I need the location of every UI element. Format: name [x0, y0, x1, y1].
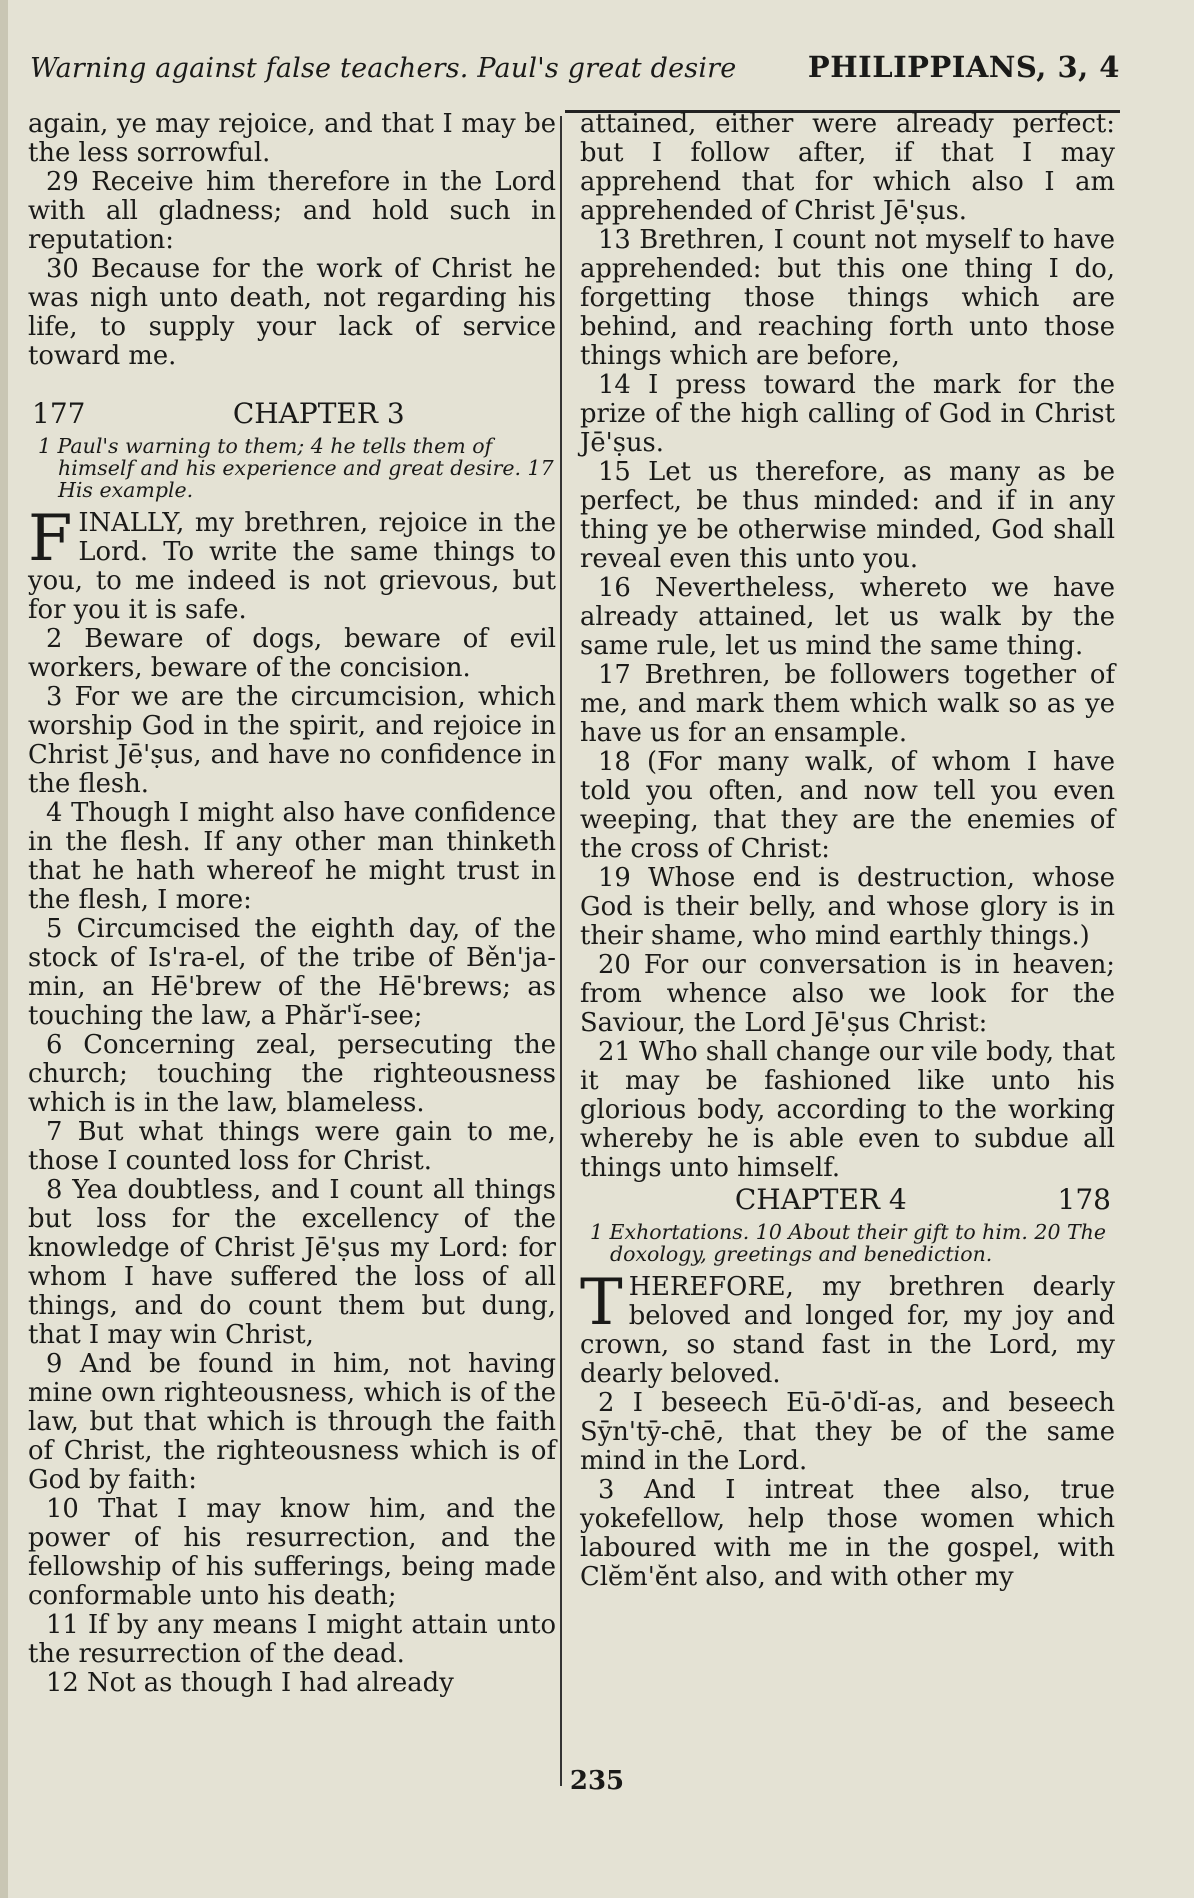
- chapter-4-title: CHAPTER 4: [734, 1183, 907, 1216]
- verse-19: 19 Whose end is destruction, whose God is their belly, and whose glory is in their shame, who mind earthly things.): [580, 863, 1115, 951]
- verse-4: 4 Though I might also have confidence in the flesh. If any other man thinketh that he hath whereof he might trust in the flesh, I more:: [28, 798, 556, 915]
- binding-edge: [0, 0, 8, 1898]
- column-divider: [560, 116, 562, 1786]
- verse-1-text: INALLY, my brethren, rejoice in the Lord. To write the same things to you, to me indeed is not grievous, but for you it is safe.: [28, 508, 556, 625]
- verse-12: 12 Not as though I had already: [46, 1668, 454, 1698]
- verse-14: 14 I press toward the mark for the prize of the high calling of God in Christ Jē'ṣus.: [580, 370, 1115, 458]
- verse-18: 18 (For many walk, of whom I have told you often, and now tell you even weeping, that they are the enemies of the cross of Christ:: [580, 747, 1115, 864]
- chapter-4-verse-2: 2 I beseech Eū-ō'dĭ-as, and beseech Sȳn'tȳ-chē, that they be of the same mind in the Lord.: [580, 1388, 1115, 1476]
- chapter-4-verse-3: 3 And I intreat thee also, true yokefellow, help those women which laboured with me in the gospel, with Clĕm'ĕnt also, and with other my: [580, 1475, 1115, 1592]
- verse-11: 11 If by any means I might attain unto the resurrection of the dead.: [28, 1610, 556, 1669]
- verse-2: 2 Beware of dogs, beware of evil workers, beware of the concision.: [28, 624, 556, 683]
- verse-20: 20 For our conversation is in heaven; from whence also we look for the Saviour, the Lord Jē'ṣus Christ:: [580, 950, 1115, 1038]
- chapter-3-summary: 1 Paul's warning to them; 4 he tells them of himself and his experience and great desire. 17 His example.: [38, 434, 554, 502]
- chapter-3-title: CHAPTER 3: [232, 397, 405, 430]
- verse-30: 30 Because for the work of Christ he was nigh unto death, not regarding his life, to supply your lack of service toward me.: [28, 254, 556, 371]
- chapter-4-summary: 1 Exhortations. 10 About their gift to him. 20 The doxology, greetings and benediction.: [590, 1220, 1107, 1266]
- verse-8: 8 Yea doubtless, and I count all things but loss for the excellency of the knowledge of Christ Jē'ṣus my Lord: for whom I have suffered the loss of all things, and do count them but dung, that I may win Christ,: [28, 1175, 556, 1350]
- header-topics: Warning against false teachers. Paul's great desire: [30, 53, 737, 84]
- right-column: [580, 110, 1115, 1592]
- verse-9: 9 And be found in him, not having mine own righteousness, which is of the law, but that which is through the faith of Christ, the righteousness which is of God by faith:: [28, 1349, 556, 1495]
- verse-continuation: again, ye may rejoice, and that I may be the less sorrowful.: [28, 109, 556, 168]
- verse-13: 13 Brethren, I count not myself to have apprehended: but this one thing I do, forgetting those things which are behind, and reaching forth unto those things which are before,: [580, 225, 1115, 371]
- drop-cap-f: F: [28, 502, 73, 576]
- verse-15: 15 Let us therefore, as many as be perfect, be thus minded: and if in any thing ye be otherwise minded, God shall reveal even this unto you.: [580, 457, 1115, 574]
- chapter-3-verse-1: [28, 502, 556, 625]
- chapter-4-verse-1-text: HEREFORE, my brethren dearly beloved and longed for, my joy and crown, so stand fast in the Lord, my dearly beloved.: [580, 1272, 1115, 1389]
- chapter-3-heading: [28, 397, 556, 431]
- running-header: [30, 50, 1120, 98]
- verse-7: 7 But what things were gain to me, those I counted loss for Christ.: [28, 1117, 556, 1176]
- chapter-4-number: 178: [1057, 1183, 1111, 1216]
- chapter-4-verse-1: [580, 1266, 1115, 1389]
- verse-17: 17 Brethren, be followers together of me, and mark them which walk so as ye have us for an ensample.: [580, 660, 1115, 748]
- verse-6: 6 Concerning zeal, persecuting the church; touching the righteousness which is in the law, blameless.: [28, 1030, 556, 1118]
- verse-3: 3 For we are the circumcision, which worship God in the spirit, and rejoice in Christ Jē'ṣus, and have no confidence in the flesh.: [28, 682, 556, 799]
- chapter-4-heading: [580, 1183, 1115, 1217]
- left-column: [28, 110, 556, 1698]
- header-book-chapter: PHILIPPIANS, 3, 4: [807, 50, 1120, 84]
- verse-12-continuation: attained, either were already perfect: but I follow after, if that I may apprehend that for which also I am apprehended of Christ Jē'ṣus.: [580, 109, 1115, 226]
- page-number: 235: [569, 1766, 625, 1796]
- chapter-3-number: 177: [32, 397, 86, 430]
- verse-29: 29 Receive him therefore in the Lord with all gladness; and hold such in reputation:: [28, 167, 556, 255]
- drop-cap-t: T: [580, 1266, 623, 1340]
- verse-16: 16 Nevertheless, whereto we have already attained, let us walk by the same rule, let us mind the same thing.: [580, 573, 1115, 661]
- verse-10: 10 That I may know him, and the power of his resurrection, and the fellowship of his sufferings, being made conformable unto his death;: [28, 1494, 556, 1611]
- verse-21: 21 Who shall change our vile body, that it may be fashioned like unto his glorious body, according to the working whereby he is able even to subdue all things unto himself.: [580, 1037, 1115, 1183]
- verse-5: 5 Circumcised the eighth day, of the stock of Is'ra-el, of the tribe of Běn'ja-min, an Hē'brew of the Hē'brews; as touching the law, a Phăr'ĭ-see;: [28, 914, 556, 1031]
